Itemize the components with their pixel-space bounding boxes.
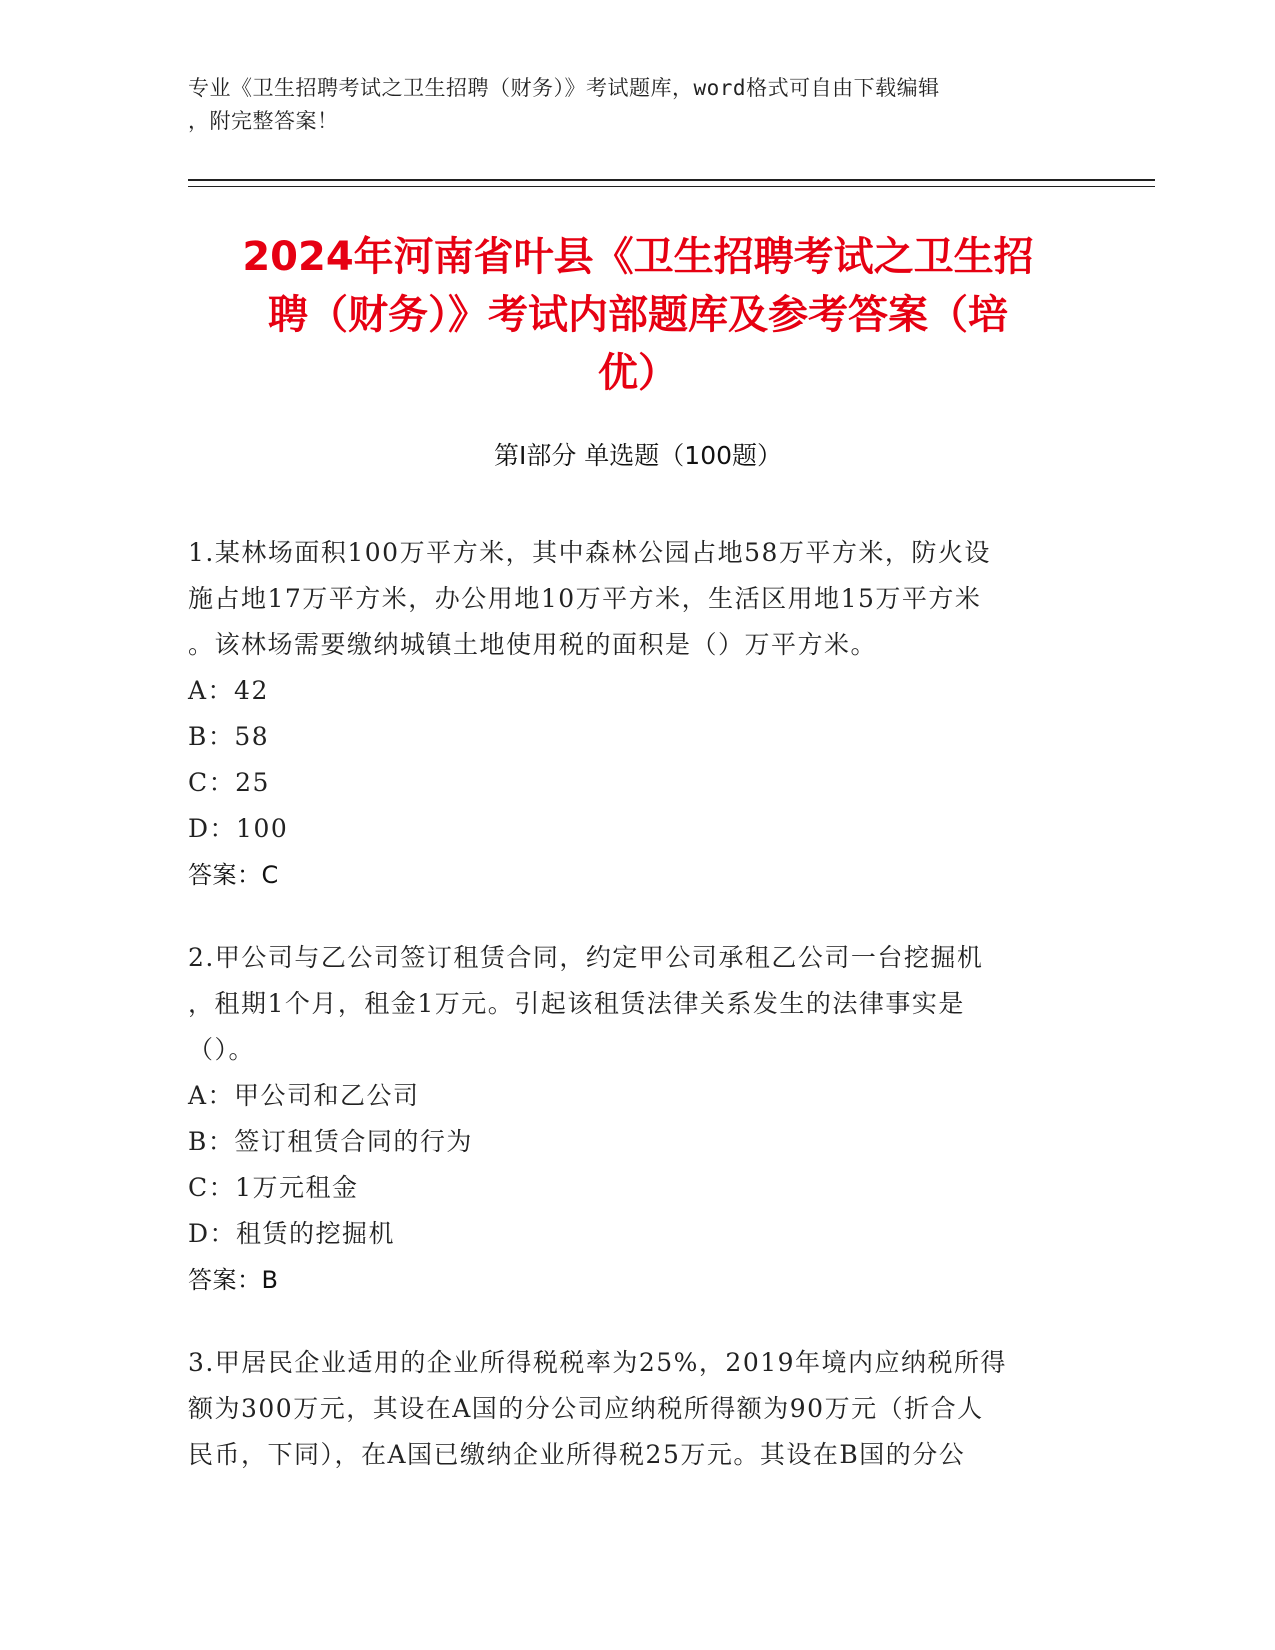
question-stem-line: 民币，下同），在A国已缴纳企业所得税25万元。其设在B国的分公 bbox=[188, 1440, 966, 1469]
option-d: D：100 bbox=[188, 814, 289, 843]
option-b: B：58 bbox=[188, 722, 270, 751]
title-line-1: 2024年河南省叶县《卫生招聘考试之卫生招 bbox=[242, 234, 1034, 280]
option-c: C：1万元租金 bbox=[188, 1173, 359, 1202]
question-stem-line: 2.甲公司与乙公司签订租赁合同，约定甲公司承租乙公司一台挖掘机 bbox=[188, 943, 984, 972]
header-note-line-2: ，附完整答案！ bbox=[188, 109, 339, 133]
header-note bbox=[188, 72, 1088, 138]
question-stem-line: 额为300万元，其设在A国的分公司应纳税所得额为90万元（折合人 bbox=[188, 1394, 984, 1423]
answer-line: 答案：B bbox=[188, 1266, 279, 1294]
header-divider-thin bbox=[188, 186, 1155, 187]
question-stem-line: ，租期1个月，租金1万元。引起该租赁法律关系发生的法律事实是 bbox=[188, 989, 965, 1018]
question-2 bbox=[188, 935, 1088, 1303]
header-note-line-1: 专业《卫生招聘考试之卫生招聘（财务）》考试题库，word格式可自由下载编辑 bbox=[188, 76, 940, 100]
title-line-3: 优） bbox=[598, 350, 678, 396]
title-line-2: 聘（财务）》考试内部题库及参考答案（培 bbox=[268, 292, 1008, 338]
question-stem-line: 1.某林场面积100万平方米，其中森林公园占地58万平方米，防火设 bbox=[188, 538, 991, 567]
question-3 bbox=[188, 1340, 1088, 1478]
section-heading: 第Ⅰ部分 单选题（100题） bbox=[493, 441, 783, 470]
question-stem-line: 。该林场需要缴纳城镇土地使用税的面积是（）万平方米。 bbox=[188, 630, 878, 659]
option-a: A：甲公司和乙公司 bbox=[188, 1081, 420, 1110]
option-c: C：25 bbox=[188, 768, 270, 797]
answer-line: 答案：C bbox=[188, 861, 279, 889]
question-1 bbox=[188, 530, 1088, 898]
option-d: D：租赁的挖掘机 bbox=[188, 1219, 396, 1248]
header-divider-thick bbox=[188, 179, 1155, 181]
document-title bbox=[188, 228, 1088, 402]
option-b: B：签订租赁合同的行为 bbox=[188, 1127, 473, 1156]
option-a: A：42 bbox=[188, 676, 269, 705]
question-stem-line: （）。 bbox=[188, 1035, 256, 1064]
question-stem-line: 施占地17万平方米，办公用地10万平方米，生活区用地15万平方米 bbox=[188, 584, 982, 613]
question-stem-line: 3.甲居民企业适用的企业所得税税率为25%，2019年境内应纳税所得 bbox=[188, 1348, 1008, 1377]
